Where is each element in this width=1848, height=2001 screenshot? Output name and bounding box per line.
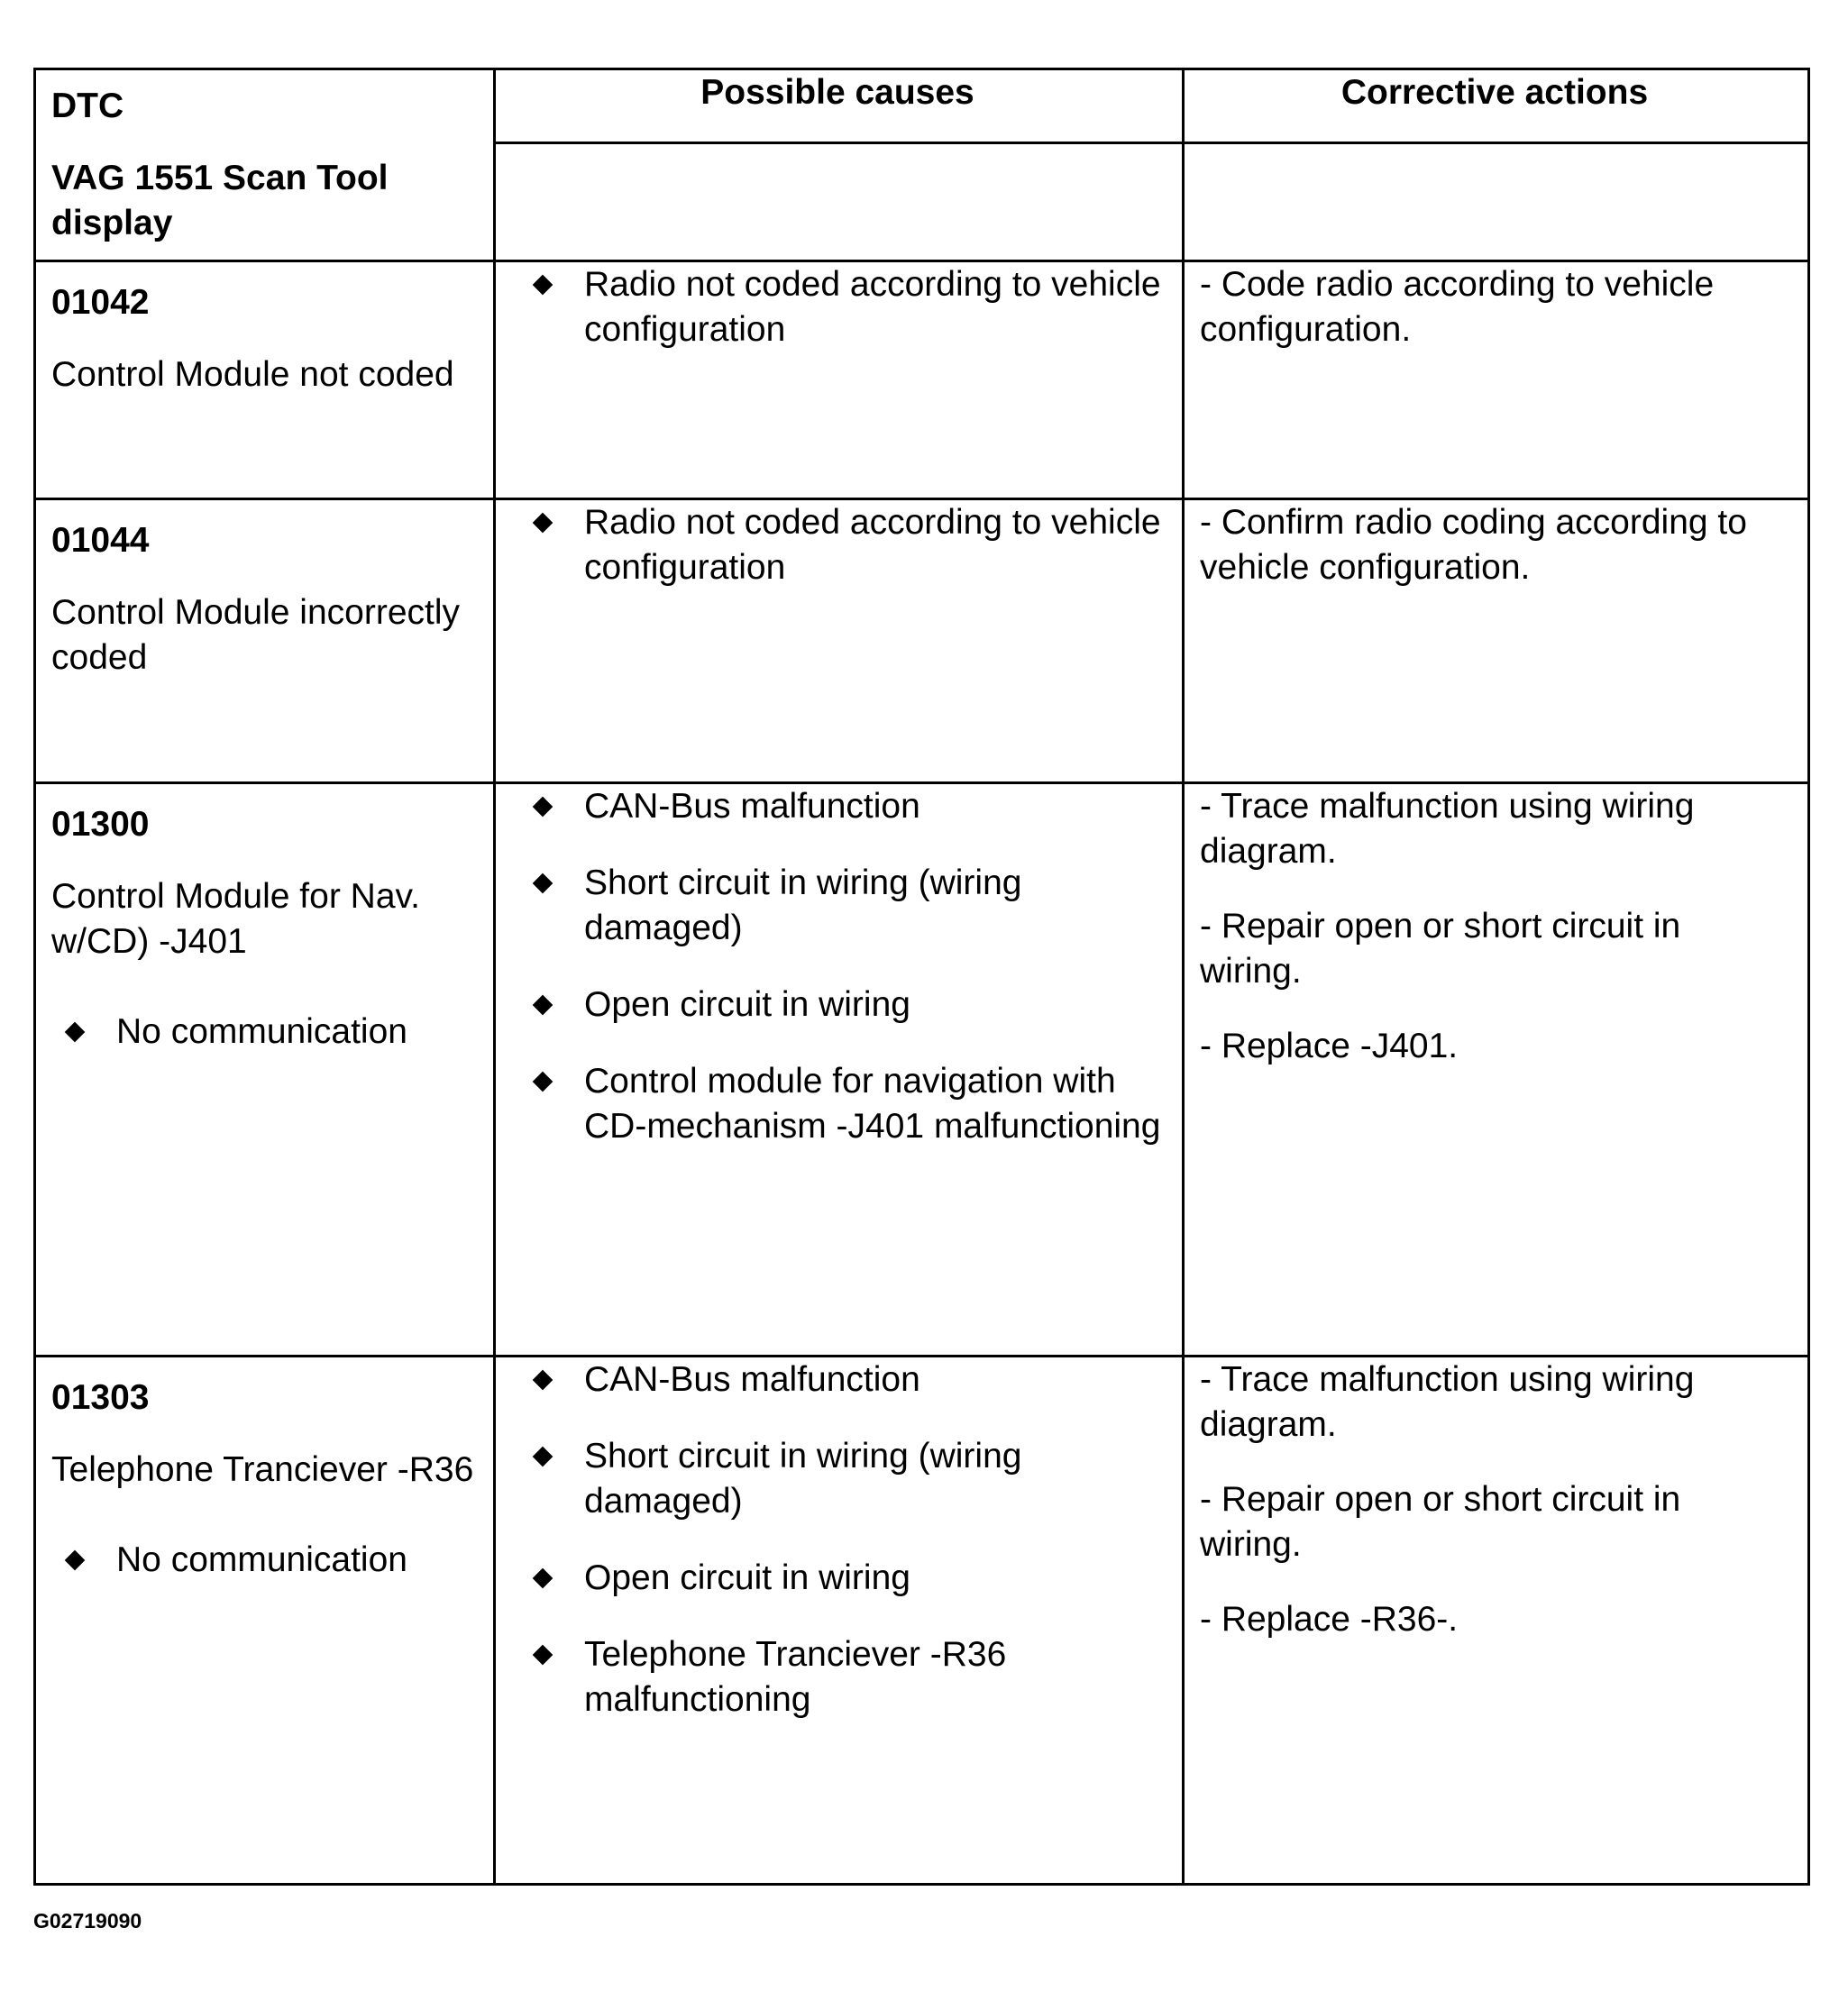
dtc-cell — [35, 1357, 495, 1885]
cause-item — [511, 500, 1164, 590]
dtc-header-label: DTC — [51, 87, 124, 125]
causes-header-blank — [495, 143, 1184, 261]
diamond-bullet-icon — [533, 1072, 553, 1092]
cause-text: Short circuit in wiring (wiring damaged) — [584, 863, 1022, 947]
dtc-description: Control Module for Nav. w/CD) -J401 — [51, 877, 420, 961]
scan-tool-header-label: VAG 1551 Scan Tool display — [51, 159, 389, 242]
cause-text: Open circuit in wiring — [584, 985, 910, 1024]
cause-text: Telephone Tranciever -R36 malfunctioning — [584, 1635, 1007, 1719]
figure-id: G02719090 — [33, 1909, 142, 1932]
actions-cell — [1184, 499, 1809, 783]
dtc-code: 01303 — [51, 1378, 150, 1417]
dtc-cell — [35, 261, 495, 499]
diamond-bullet-icon — [65, 1550, 86, 1571]
cause-text: Short circuit in wiring (wiring damaged) — [584, 1437, 1022, 1521]
causes-cell — [495, 261, 1184, 499]
diamond-bullet-icon — [533, 1645, 553, 1666]
diamond-bullet-icon — [533, 797, 553, 818]
dtc-description: Telephone Tranciever -R36 — [51, 1450, 474, 1489]
dtc-cell — [35, 499, 495, 783]
causes-header: Possible causes — [495, 69, 1184, 143]
table-row — [35, 1357, 1809, 1885]
diamond-bullet-icon — [533, 275, 553, 296]
action-item: - Replace -J401. — [1200, 1027, 1459, 1065]
actions-header: Corrective actions — [1184, 69, 1809, 143]
dtc-symptom — [51, 1538, 475, 1583]
action-item: - Repair open or short circuit in wiring. — [1200, 1480, 1681, 1564]
dtc-table — [33, 68, 1810, 1886]
action-item: - Confirm radio coding according to vehicle configuration. — [1200, 503, 1747, 587]
dtc-symptom-text: No communication — [116, 1012, 407, 1051]
causes-cell — [495, 783, 1184, 1357]
diamond-bullet-icon — [533, 1370, 553, 1391]
dtc-cell — [35, 783, 495, 1357]
diamond-bullet-icon — [533, 873, 553, 894]
causes-cell — [495, 499, 1184, 783]
diamond-bullet-icon — [65, 1022, 86, 1043]
table-row — [35, 261, 1809, 499]
cause-item — [511, 1556, 1164, 1601]
dtc-symptom — [51, 1010, 475, 1055]
dtc-header-cell — [35, 69, 495, 261]
diamond-bullet-icon — [533, 995, 553, 1016]
cause-item — [511, 784, 1164, 829]
cause-item — [511, 1632, 1164, 1722]
cause-text: Radio not coded according to vehicle configuration — [584, 265, 1161, 349]
actions-cell — [1184, 261, 1809, 499]
action-item: - Repair open or short circuit in wiring. — [1200, 907, 1681, 991]
dtc-code: 01042 — [51, 283, 150, 322]
causes-cell — [495, 1357, 1184, 1885]
cause-text: CAN-Bus malfunction — [584, 1360, 920, 1399]
cause-item — [511, 1434, 1164, 1524]
dtc-description: Control Module not coded — [51, 355, 454, 394]
diamond-bullet-icon — [533, 513, 553, 534]
table-row — [35, 499, 1809, 783]
cause-item — [511, 982, 1164, 1028]
dtc-description: Control Module incorrectly coded — [51, 593, 461, 677]
cause-item — [511, 1059, 1164, 1149]
header-row — [35, 69, 1809, 143]
actions-cell — [1184, 1357, 1809, 1885]
action-item: - Replace -R36-. — [1200, 1600, 1459, 1639]
cause-text: CAN-Bus malfunction — [584, 787, 920, 826]
dtc-code: 01044 — [51, 521, 150, 560]
cause-text: Radio not coded according to vehicle configuration — [584, 503, 1161, 587]
cause-item — [511, 861, 1164, 951]
cause-item — [511, 262, 1164, 352]
dtc-symptom-text: No communication — [116, 1540, 407, 1579]
diamond-bullet-icon — [533, 1447, 553, 1467]
diamond-bullet-icon — [533, 1568, 553, 1589]
actions-header-blank — [1184, 143, 1809, 261]
cause-text: Open circuit in wiring — [584, 1558, 910, 1597]
cause-text: Control module for navigation with CD-mechanism -J401 malfunctioning — [584, 1062, 1161, 1146]
action-item: - Code radio according to vehicle configuration. — [1200, 265, 1715, 349]
dtc-code: 01300 — [51, 805, 150, 844]
cause-item — [511, 1357, 1164, 1403]
actions-cell — [1184, 783, 1809, 1357]
action-item: - Trace malfunction using wiring diagram. — [1200, 1360, 1695, 1444]
table-row — [35, 783, 1809, 1357]
action-item: - Trace malfunction using wiring diagram. — [1200, 787, 1695, 871]
